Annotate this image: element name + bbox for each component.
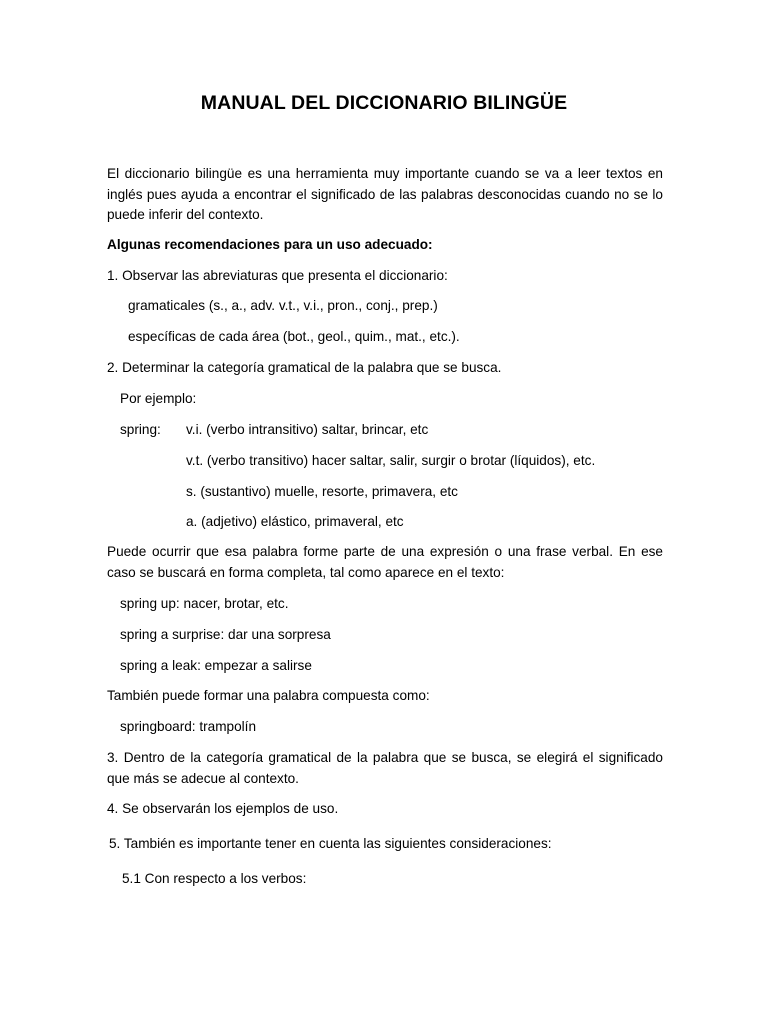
item-1-sub-1: gramaticales (s., a., adv. v.t., v.i., pron., conj., prep.) (128, 298, 438, 313)
example-meaning: s. (sustantivo) muelle, resorte, primavera, etc (186, 484, 458, 499)
phrase-example: spring up: nacer, brotar, etc. (120, 596, 289, 611)
example-meaning: a. (adjetivo) elástico, primaveral, etc (186, 514, 404, 529)
example-label: Por ejemplo: (120, 391, 197, 406)
example-word: spring: (120, 422, 161, 437)
item-1-sub-2: específicas de cada área (bot., geol., quim., mat., etc.). (128, 329, 460, 344)
example-meaning: v.t. (verbo transitivo) hacer saltar, salir, surgir o brotar (líquidos), etc. (186, 453, 596, 468)
example-meaning: v.i. (verbo intransitivo) saltar, brincar, etc (186, 422, 429, 437)
phrase-example: spring a surprise: dar una sorpresa (120, 627, 331, 642)
intro-paragraph: El diccionario bilingüe es una herramienta muy importante cuando se va a leer textos en inglés pues ayuda a encontrar el significado de las palabras desconocidas cuando no se lo puede inferir del contexto. (107, 166, 663, 222)
item-3: 3. Dentro de la categoría gramatical de la palabra que se busca, se elegirá el significado que más se adecue al contexto. (107, 750, 663, 786)
item-1: 1. Observar las abreviaturas que presenta el diccionario: (107, 268, 448, 283)
item-4: 4. Se observarán los ejemplos de uso. (107, 801, 339, 816)
recommendations-heading: Algunas recomendaciones para un uso adecuado: (107, 237, 433, 252)
item-5: 5. También es importante tener en cuenta las siguientes consideraciones: (109, 836, 552, 851)
phrase-example: spring a leak: empezar a salirse (120, 658, 312, 673)
compound-intro: También puede formar una palabra compuesta como: (107, 688, 430, 703)
item-2: 2. Determinar la categoría gramatical de la palabra que se busca. (107, 360, 502, 375)
phrase-paragraph: Puede ocurrir que esa palabra forme parte de una expresión o una frase verbal. En ese caso se buscará en forma completa, tal como aparece en el texto: (107, 544, 663, 580)
document-title: MANUAL DEL DICCIONARIO BILINGÜE (200, 92, 568, 114)
compound-example: springboard: trampolín (120, 719, 257, 734)
item-5-1: 5.1 Con respecto a los verbos: (122, 871, 307, 886)
